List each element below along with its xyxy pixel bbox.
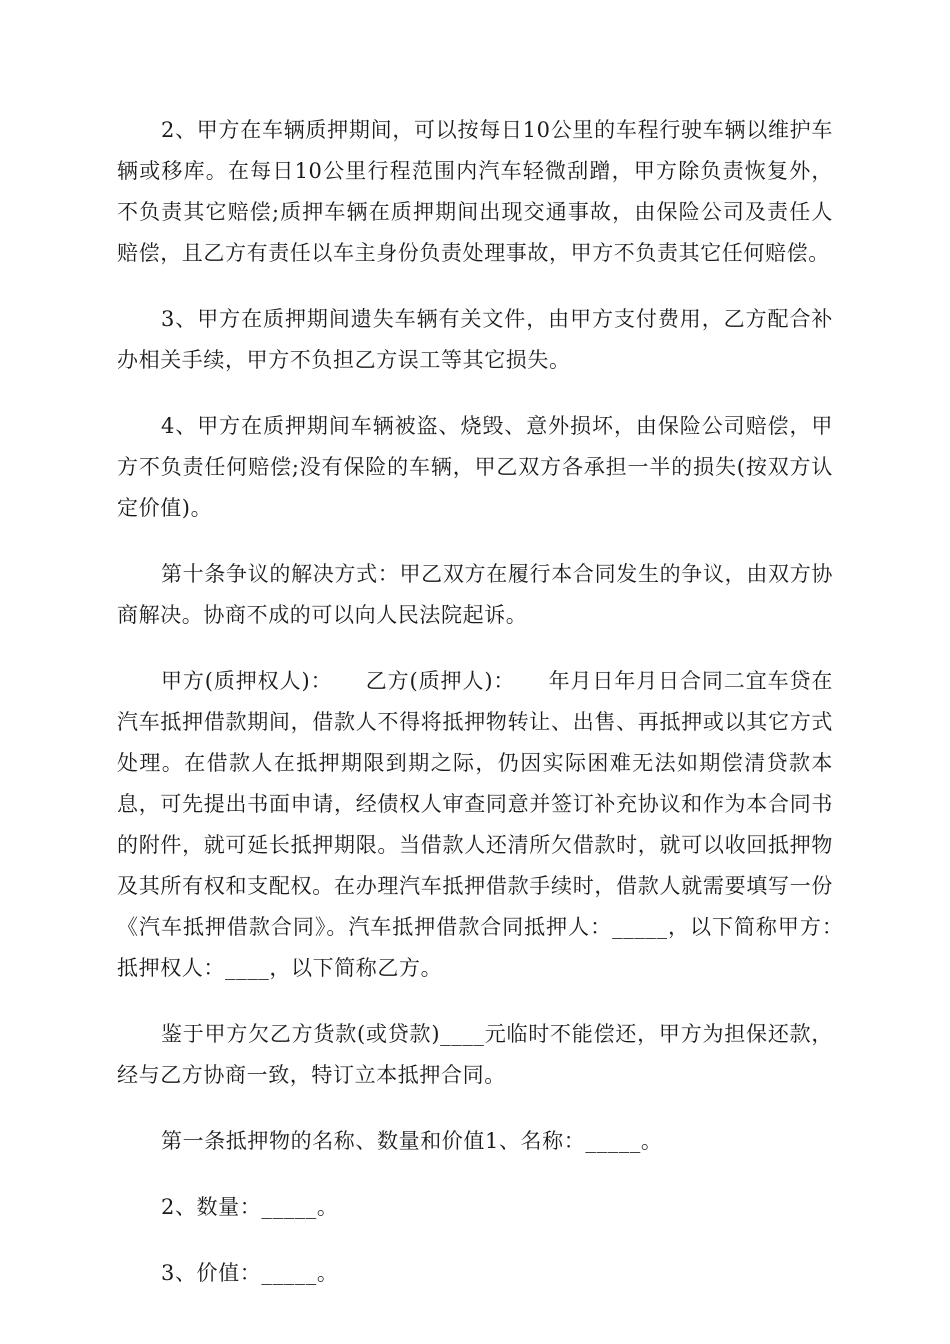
paragraph-clause-4: 4、甲方在质押期间车辆被盗、烧毁、意外损坏，由保险公司赔偿，甲方不负责任何赔偿;没有保险的车辆，甲乙双方各承担一半的损失(按双方认定价值)。 xyxy=(117,414,833,520)
paragraph-preamble: 鉴于甲方欠乙方货款(或贷款)____元临时不能偿还，甲方为担保还款，经与乙方协商一致，特订立本抵押合同。 xyxy=(117,1022,833,1087)
paragraph-clause-3: 3、甲方在质押期间遗失车辆有关文件，由甲方支付费用，乙方配合补办相关手续，甲方不负担乙方误工等其它损失。 xyxy=(117,307,833,372)
paragraph-signatures-and-loan-terms: 甲方(质押权人)： 乙方(质押人)： 年月日年月日合同二宜车贷在汽车抵押借款期间，借款人不得将抵押物转让、出售、再抵押或以其它方式处理。在借款人在抵押期限到期之际，仍因实际困难无法如期偿清贷款本息，可先提出书面申请，经债权人审查同意并签订补充协议和作为本合同书的附件，就可延长抵押期限。当借款人还清所欠借款时，就可以收回抵押物及其所有权和支配权。在办理汽车抵押借款手续时，借款人就需要填写一份《汽车抵押借款合同》。汽车抵押借款合同抵押人：_____，以下简称甲方： 抵押权人：____，以下简称乙方。 xyxy=(117,669,855,980)
paragraph-clause-2: 2、甲方在车辆质押期间，可以按每日10公里的车程行驶车辆以维护车辆或移库。在每日10公里行程范围内汽车轻微刮蹭，甲方除负责恢复外，不负责其它赔偿;质押车辆在质押期间出现交通事故，由保险公司及责任人赔偿，且乙方有责任以车主身份负责处理事故，甲方不负责其它任何赔偿。 xyxy=(117,118,833,265)
paragraph-article-1-value: 3、价值：_____。 xyxy=(161,1261,339,1285)
document-page xyxy=(117,110,855,1319)
paragraph-article-10: 第十条争议的解决方式：甲乙双方在履行本合同发生的争议，由双方协商解决。协商不成的可以向人民法院起诉。 xyxy=(117,562,833,627)
paragraph-article-1-quantity: 2、数量：_____。 xyxy=(161,1195,339,1219)
paragraph-article-1-name: 第一条抵押物的名称、数量和价值1、名称：_____。 xyxy=(161,1129,663,1153)
